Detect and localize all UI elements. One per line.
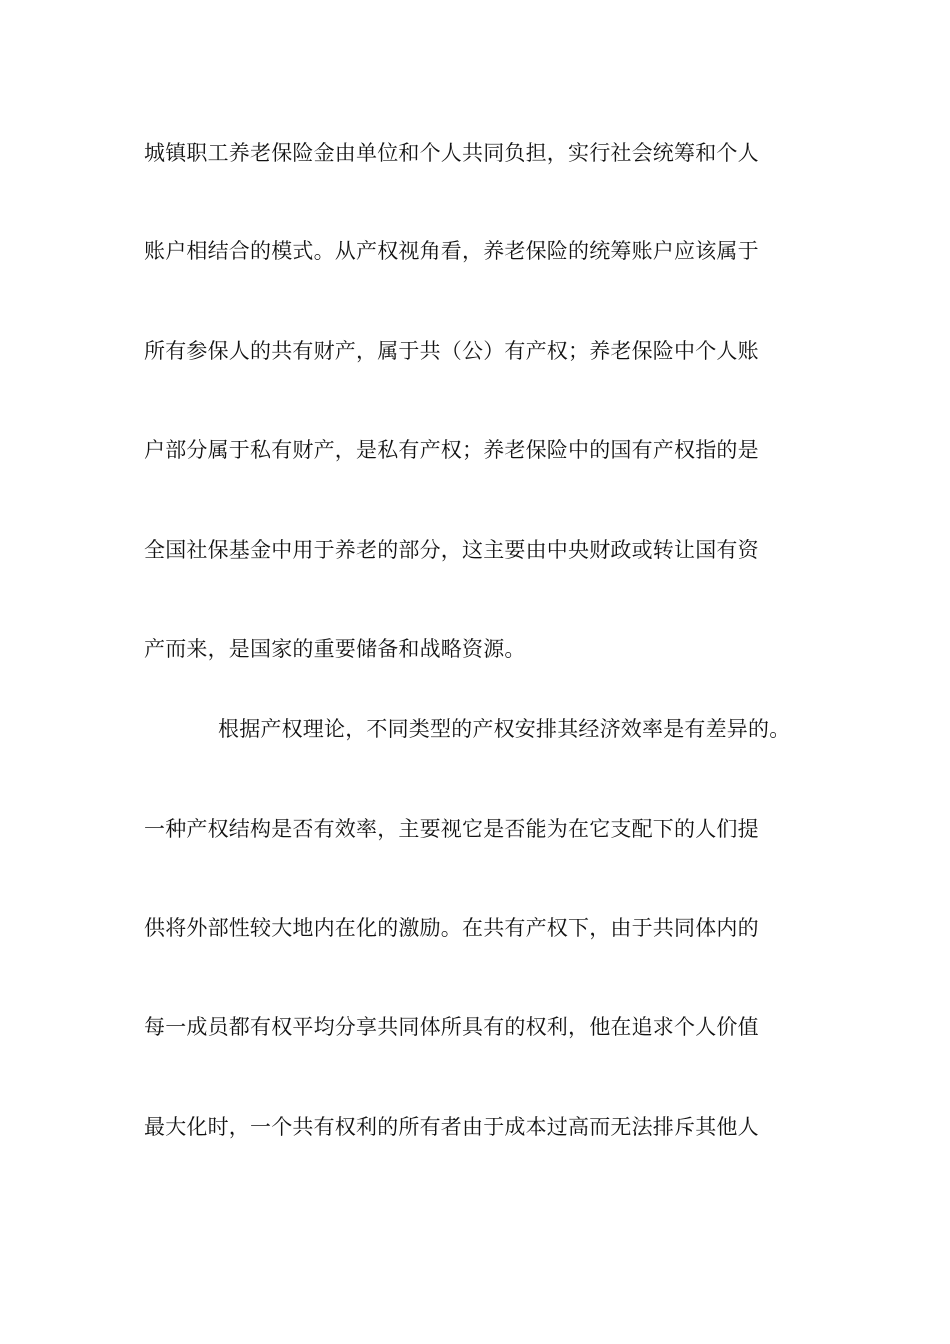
text-line: 每一成员都有权平均分享共同体所具有的权利，他在追求个人价值 <box>144 1015 759 1039</box>
text-line: 一种产权结构是否有效率，主要视它是否能为在它支配下的人们提 <box>144 817 759 841</box>
text-line: 全国社保基金中用于养老的部分，这主要由中央财政或转让国有资 <box>144 538 759 562</box>
text-line: 户部分属于私有财产，是私有产权；养老保险中的国有产权指的是 <box>144 438 759 462</box>
text-line: 账户相结合的模式。从产权视角看，养老保险的统筹账户应该属于 <box>144 239 759 263</box>
text-line: 所有参保人的共有财产，属于共（公）有产权；养老保险中个人账 <box>144 339 759 363</box>
text-line: 供将外部性较大地内在化的激励。在共有产权下，由于共同体内的 <box>144 916 759 940</box>
text-line: 最大化时，一个共有权利的所有者由于成本过高而无法排斥其他人 <box>144 1115 759 1139</box>
text-line: 城镇职工养老保险金由单位和个人共同负担，实行社会统筹和个人 <box>144 141 759 165</box>
text-line: 产而来，是国家的重要储备和战略资源。 <box>144 637 526 661</box>
paragraph-first-line: 根据产权理论，不同类型的产权安排其经济效率是有差异的。 <box>218 717 791 741</box>
